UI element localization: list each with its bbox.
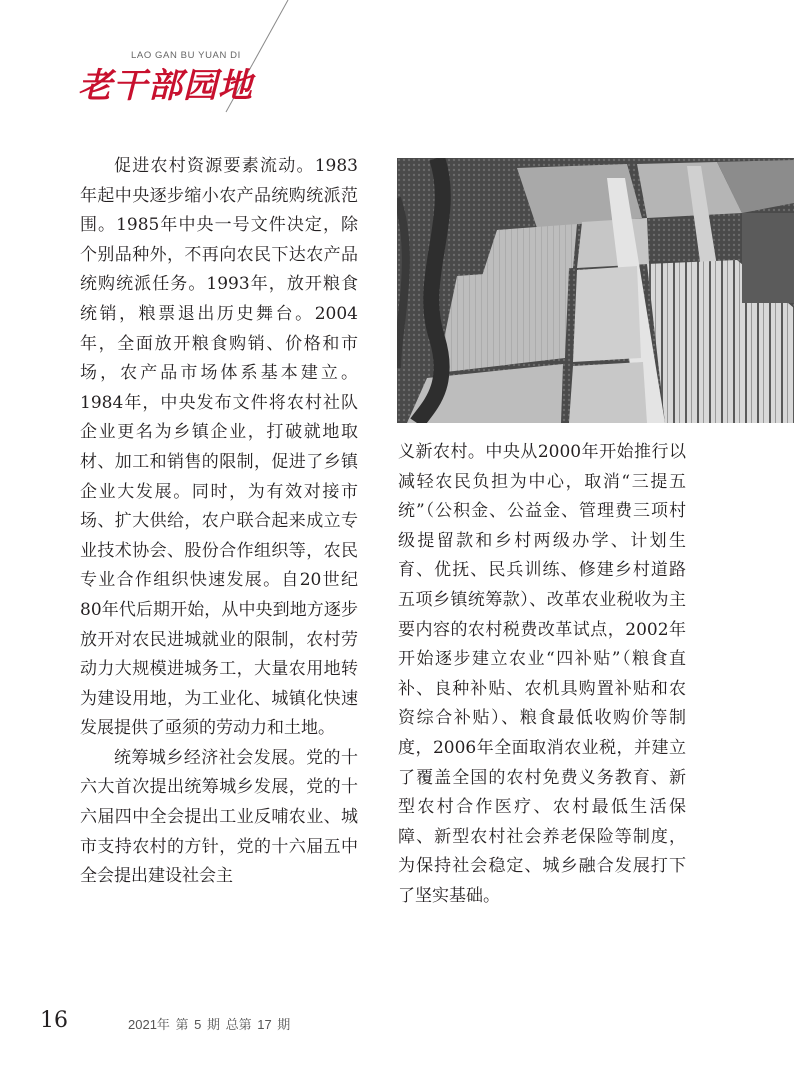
aerial-farmland-greenhouses-icon	[397, 158, 794, 423]
paragraph: 义新农村。中央从2000年开始推行以减轻农民负担为中心，取消“三提五统”（公积金、公益金、管理费三项村级提留款和乡村两级办学、计划生育、优抚、民兵训练、修建乡村道路五项乡镇统筹款）、改革农业税收为主要内容的农村税费改革试点，2002年开始逐步建立农业“四补贴”（粮食直补、良种补贴、农机具购置补贴和农资综合补贴）、粮食最低收购价等制度，2006年全面取消农业税，并建立了覆盖全国的农村免费义务教育、新型农村合作医疗、农村最低生活保障、新型农村社会养老保险等制度，为保持社会稳定、城乡融合发展打下了坚实基础。	[398, 442, 686, 906]
article-right-column	[398, 438, 686, 912]
paragraph: 促进农村资源要素流动。1983年起中央逐步缩小农产品统购统派范围。1985年中央一号文件决定，除个别品种外，不再向农民下达农产品统购统派任务。1993年，放开粮食统销，粮票退出历史舞台。2004年，全面放开粮食购销、价格和市场，农产品市场体系基本建立。1984年，中央发布文件将农村社队企业更名为乡镇企业，打破就地取材、加工和销售的限制，促进了乡镇企业大发展。同时，为有效对接市场、扩大供给，农户联合起来成立专业技术协会、股份合作组织等，农民专业合作组织快速发展。自20世纪80年代后期开始，从中央到地方逐步放开对农民进城就业的限制，农村劳动力大规模进城务工，大量农用地转为建设用地，为工业化、城镇化快速发展提供了亟须的劳动力和土地。	[80, 156, 358, 739]
aerial-farmland-photo	[397, 158, 794, 423]
issue-info: 2021年 第 5 期 总第 17 期	[128, 1017, 291, 1032]
magazine-logo: 老干部园地	[78, 66, 253, 106]
paragraph: 统筹城乡经济社会发展。党的十六大首次提出统筹城乡发展，党的十六届四中全会提出工业反哺农业、城市支持农村的方针，党的十六届五中全会提出建设社会主	[80, 747, 358, 887]
article-left-column	[80, 152, 358, 892]
page-number: 16	[40, 1008, 68, 1033]
header-pinyin: LAO GAN BU YUAN DI	[131, 50, 241, 61]
